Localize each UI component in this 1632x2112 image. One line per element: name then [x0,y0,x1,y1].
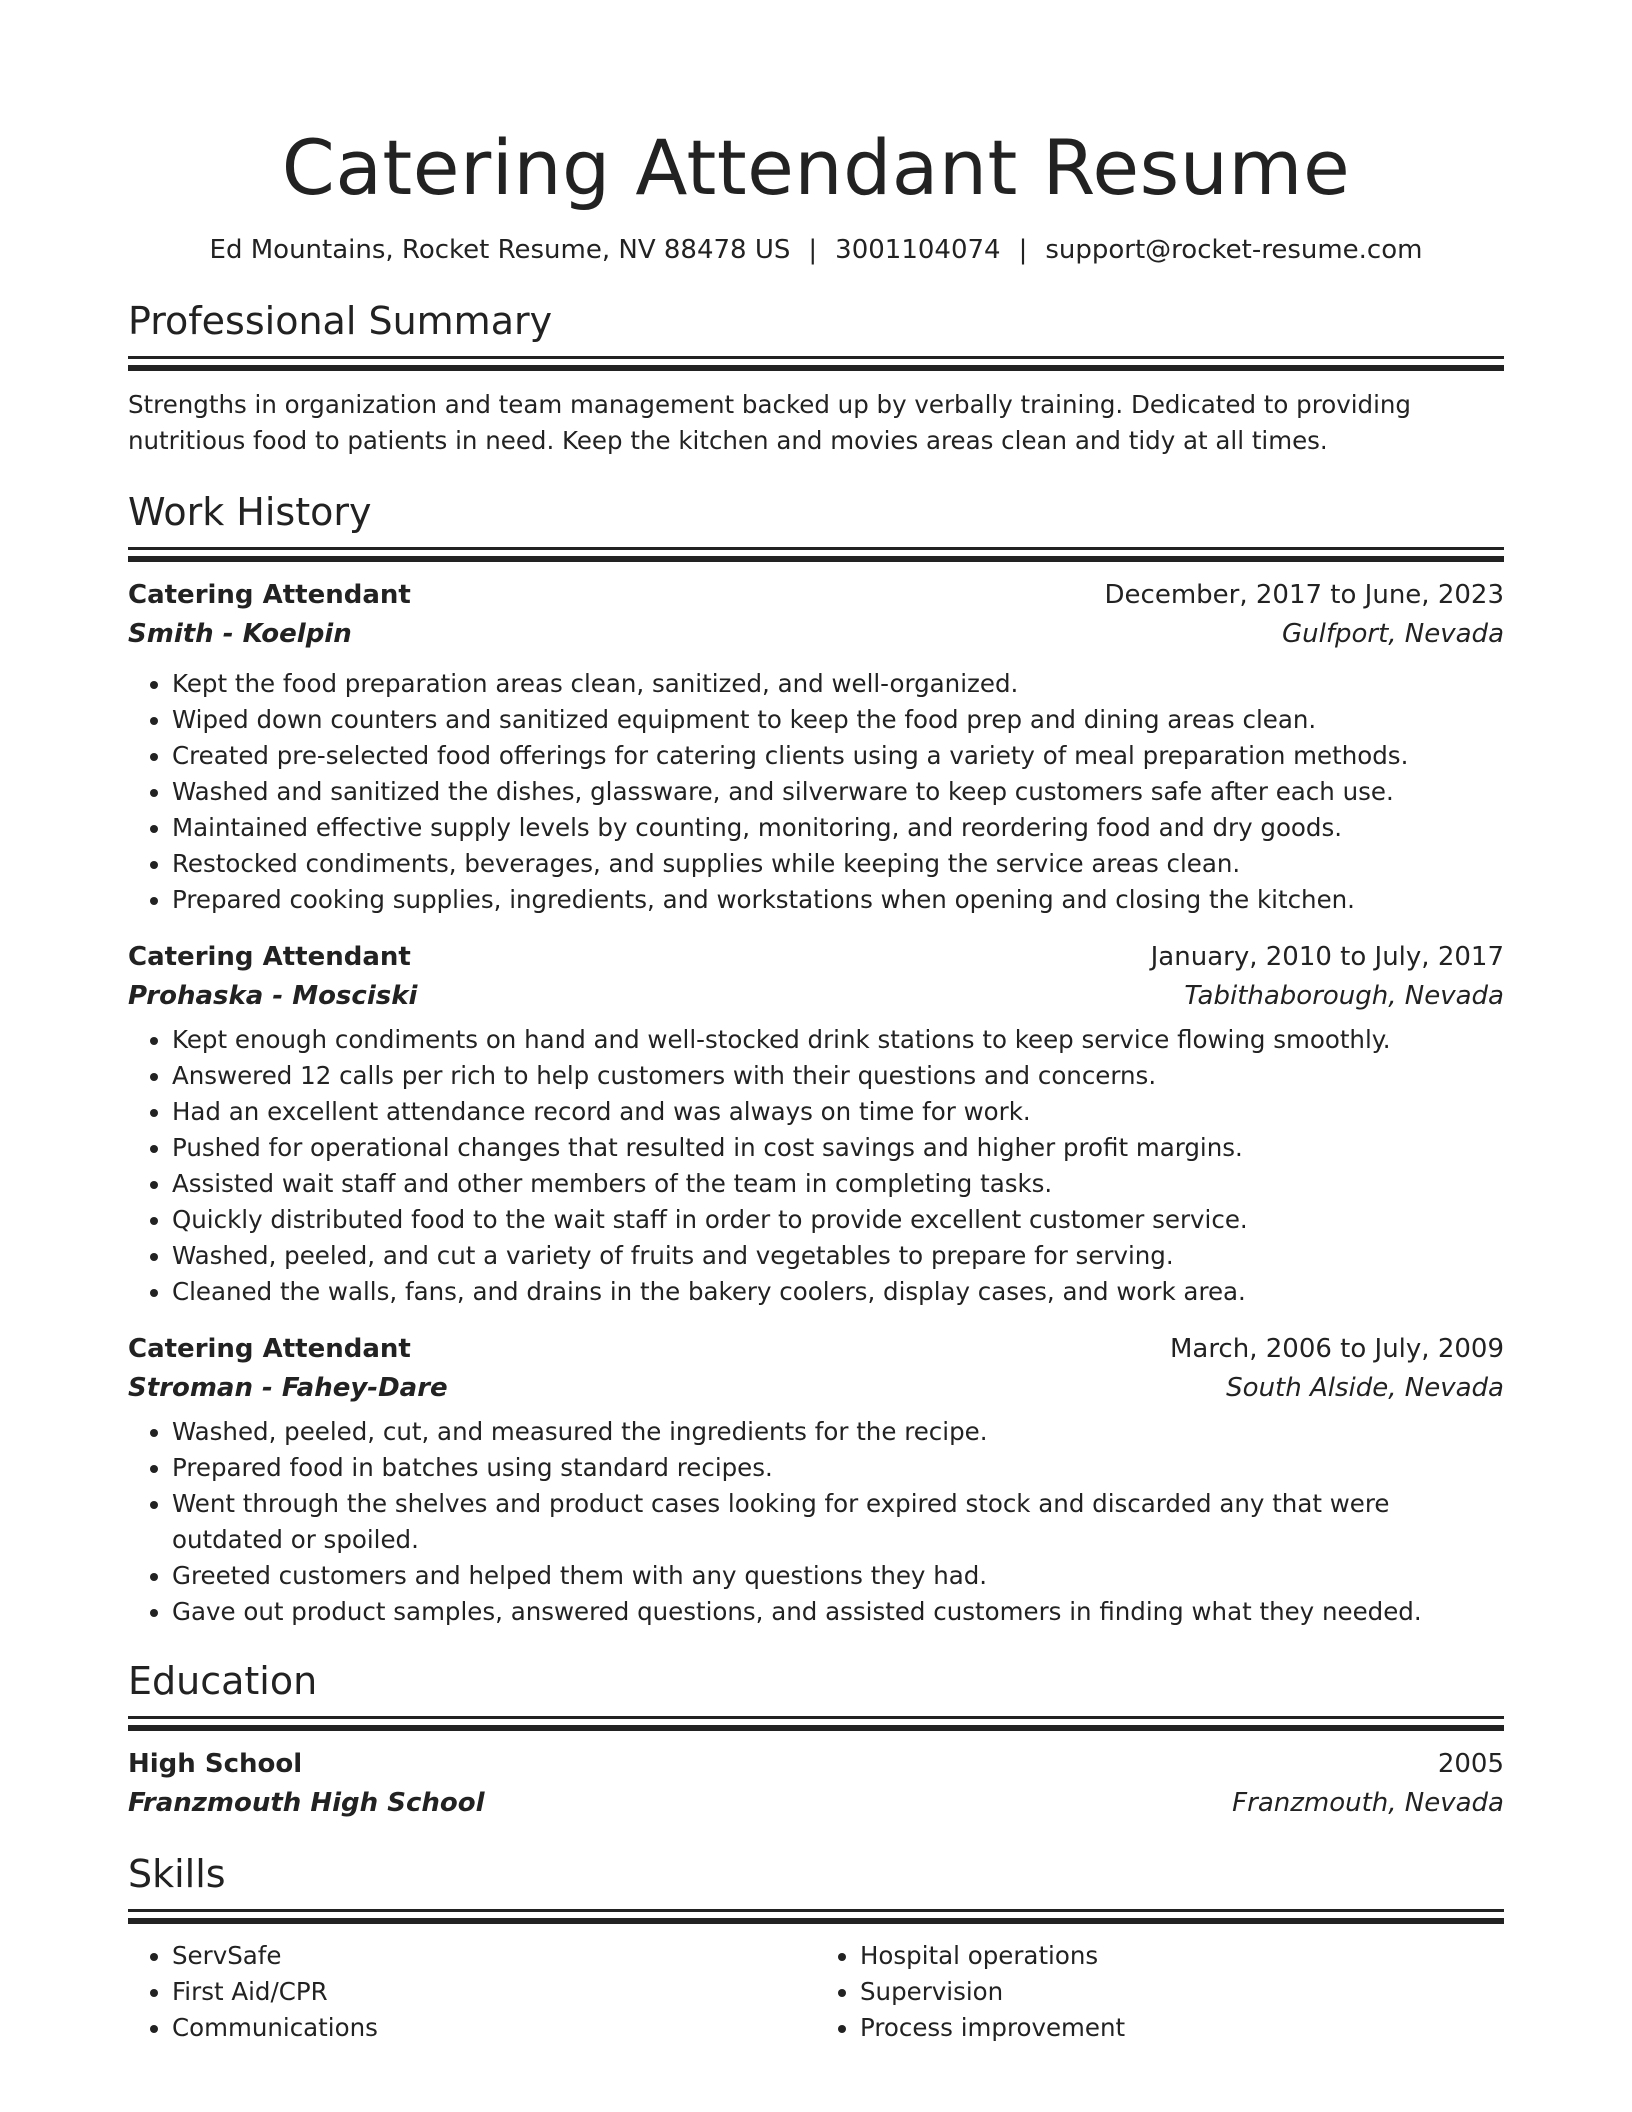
contact-line [128,232,1504,268]
job-company: Smith - Koelpin [128,619,352,649]
job-bullets [128,666,1504,918]
list-item: • Kept enough condiments on hand and well-stocked drink stations to keep service flowing smoothly. [172,1022,1504,1058]
contact-phone: 3001104074 [835,235,1001,265]
job-entry [128,576,1504,918]
job-title: Catering Attendant [128,942,411,972]
contact-separator: | [1018,235,1028,265]
skills-list-left [128,1938,816,2046]
skill-item: • First Aid/CPR [172,1974,816,2010]
skill-item: • ServSafe [172,1938,816,1974]
education-section [128,1656,1504,1823]
list-item: • Washed and sanitized the dishes, glassware, and silverware to keep customers safe after each use. [172,774,1504,810]
skill-item: • Hospital operations [860,1938,1504,1974]
list-item: • Washed, peeled, cut, and measured the ingredients for the recipe. [172,1414,1504,1450]
job-title: Catering Attendant [128,1334,411,1364]
list-item: • Had an excellent attendance record and was always on time for work. [172,1094,1504,1130]
job-bullets [128,1022,1504,1310]
section-heading-summary: Professional Summary [128,299,553,343]
section-heading-skills: Skills [128,1852,226,1896]
contact-address: Ed Mountains, Rocket Resume, NV 88478 US [209,235,791,265]
job-company: Prohaska - Mosciski [128,981,418,1011]
list-item: • Prepared food in batches using standard recipes. [172,1450,1504,1486]
skills-columns [128,1938,1504,2046]
skills-list-right [816,1938,1504,2046]
list-item: • Prepared cooking supplies, ingredients, and workstations when opening and closing the kitchen. [172,882,1504,918]
job-dates: December, 2017 to June, 2023 [1104,580,1504,610]
job-entry [128,938,1504,1310]
education-entry [128,1745,1504,1823]
education-location: Franzmouth, Nevada [1232,1788,1504,1818]
list-item: • Pushed for operational changes that resulted in cost savings and higher profit margins. [172,1130,1504,1166]
section-divider [128,356,1504,359]
list-item: • Created pre-selected food offerings for catering clients using a variety of meal preparation methods. [172,738,1504,774]
summary-section [128,296,1504,459]
job-dates: March, 2006 to July, 2009 [1169,1334,1504,1364]
section-divider [128,1909,1504,1912]
list-item: • Maintained effective supply levels by counting, monitoring, and reordering food and dry goods. [172,810,1504,846]
job-location: South Alside, Nevada [1226,1373,1504,1403]
section-heading-work: Work History [128,490,372,534]
summary-text: Strengths in organization and team management backed up by verbally training. Dedicated to providing nutritious food to patients in need. Keep the kitchen and movies areas clean and tidy at all times. [128,390,1411,455]
education-school: Franzmouth High School [128,1788,485,1818]
resume-page [128,0,1504,2046]
section-divider-thick [128,1918,1504,1924]
list-item: • Answered 12 calls per rich to help customers with their questions and concerns. [172,1058,1504,1094]
list-item: • Greeted customers and helped them with any questions they had. [172,1558,1504,1594]
list-item: • Restocked condiments, beverages, and supplies while keeping the service areas clean. [172,846,1504,882]
contact-separator: | [808,235,818,265]
skill-item: • Communications [172,2010,816,2046]
job-location: Tabithaborough, Nevada [1184,981,1504,1011]
list-item: • Quickly distributed food to the wait staff in order to provide excellent customer service. [172,1202,1504,1238]
section-divider-thick [128,1725,1504,1731]
resume-title: Catering Attendant Resume [281,123,1351,212]
job-location: Gulfport, Nevada [1281,619,1504,649]
section-divider [128,1716,1504,1719]
list-item: • Kept the food preparation areas clean, sanitized, and well-organized. [172,666,1504,702]
list-item: • Wiped down counters and sanitized equipment to keep the food prep and dining areas clean. [172,702,1504,738]
section-divider-thick [128,556,1504,562]
section-divider-thick [128,365,1504,371]
contact-email: support@rocket-resume.com [1045,235,1423,265]
education-year: 2005 [1437,1749,1504,1779]
job-company: Stroman - Fahey-Dare [128,1373,448,1403]
section-divider [128,547,1504,550]
list-item: • Assisted wait staff and other members of the team in completing tasks. [172,1166,1504,1202]
list-item: • Went through the shelves and product cases looking for expired stock and discarded any that were outdated or spoiled. [172,1486,1504,1558]
list-item: • Cleaned the walls, fans, and drains in the bakery coolers, display cases, and work area. [172,1274,1504,1310]
education-degree: High School [128,1749,303,1779]
skill-item: • Supervision [860,1974,1504,2010]
list-item: • Gave out product samples, answered questions, and assisted customers in finding what they needed. [172,1594,1504,1630]
skill-item: • Process improvement [860,2010,1504,2046]
job-title: Catering Attendant [128,580,411,610]
job-bullets [128,1414,1504,1630]
list-item: • Washed, peeled, and cut a variety of fruits and vegetables to prepare for serving. [172,1238,1504,1274]
section-heading-education: Education [128,1659,318,1703]
work-history-section [128,487,1504,1630]
job-entry [128,1330,1504,1630]
job-dates: January, 2010 to July, 2017 [1150,942,1504,972]
skills-section [128,1849,1504,2046]
